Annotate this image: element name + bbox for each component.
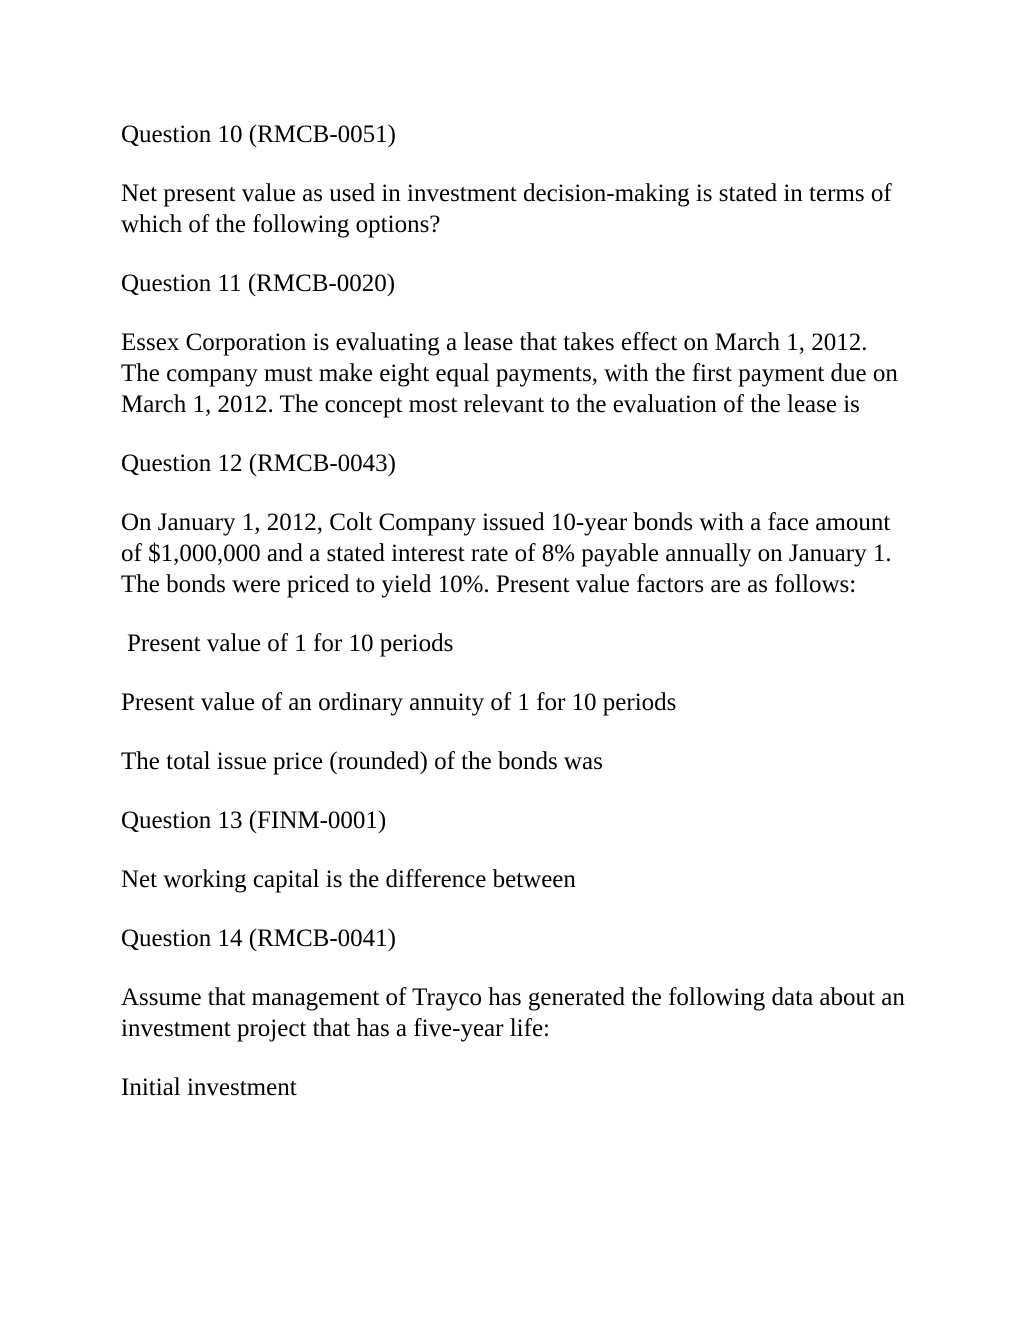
question-13-text: Net working capital is the difference between [121,866,576,893]
question-10-text: Net present value as used in investment decision-making is stated in terms of which of the following options? [121,180,892,238]
question-10-heading: Question 10 (RMCB-0051) [121,121,396,148]
question-11-text: Essex Corporation is evaluating a lease that takes effect on March 1, 2012. The company must make eight equal payments, with the first payment due on March 1, 2012. The concept most relevant to the evaluation of the lease is [121,329,898,418]
initial-investment-label: Initial investment [121,1074,297,1101]
document-body [121,119,911,1131]
question-12-text: On January 1, 2012, Colt Company issued 10-year bonds with a face amount of $1,000,000 and a stated interest rate of 8% payable annually on January 1. The bonds were priced to yield 10%. Present value factors are as follows: [121,509,892,598]
question-14-heading: Question 14 (RMCB-0041) [121,925,396,952]
pv-factor-annuity: Present value of an ordinary annuity of 1 for 10 periods [121,689,677,716]
question-12-heading: Question 12 (RMCB-0043) [121,450,396,477]
pv-factor-single: Present value of 1 for 10 periods [127,630,454,657]
question-13-heading: Question 13 (FINM-0001) [121,807,387,834]
question-14-text: Assume that management of Trayco has generated the following data about an investment project that has a five-year life: [121,984,905,1042]
question-12-prompt: The total issue price (rounded) of the bonds was [121,748,603,775]
question-11-heading: Question 11 (RMCB-0020) [121,270,396,297]
